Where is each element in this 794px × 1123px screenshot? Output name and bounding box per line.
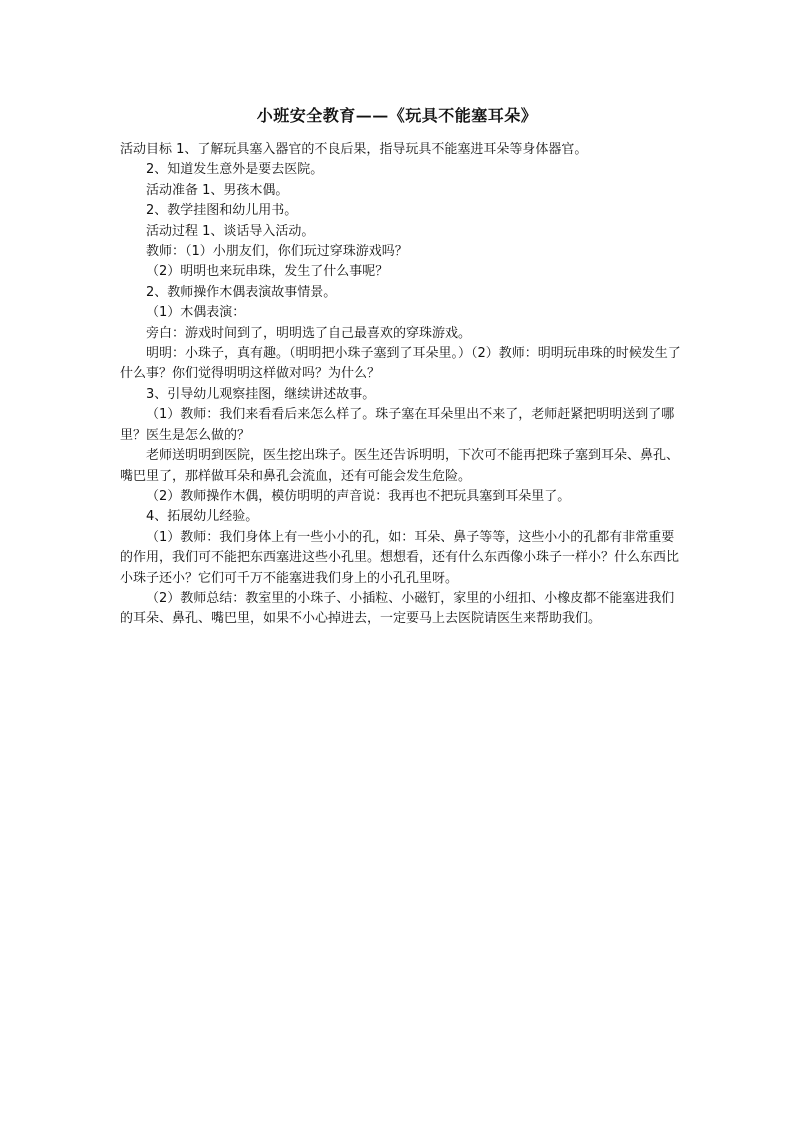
paragraph-narration: 旁白：游戏时间到了，明明选了自己最喜欢的穿珠游戏。 — [146, 325, 472, 341]
paragraph-summary: （2）教师总结：教室里的小珠子、小插粒、小磁钉，家里的小纽扣、小橡皮都不能塞进我们的耳朵、鼻孔、嘴巴里，如果不小心掉进去，一定要马上去医院请医生来帮助我们。 — [120, 590, 675, 627]
paragraph-process-1: 活动过程 1、谈话导入活动。 — [146, 223, 315, 239]
paragraph-puppet-show: （1）木偶表演： — [146, 305, 246, 321]
paragraph-mingming: 明明：小珠子，真有趣。（明明把小珠子塞到了耳朵里。）（2）教师：明明玩串珠的时候发生了什么事？你们觉得明明这样做对吗？为什么？ — [120, 346, 681, 382]
paragraph-process-3: 3、引导幼儿观察挂图，继续讲述故事。 — [146, 386, 376, 402]
paragraph-teacher-3-1: （1）教师：我们来看看后来怎么样了。珠子塞在耳朵里出不来了，老师赶紧把明明送到了哪里？医生是怎么做的？ — [120, 407, 675, 443]
paragraph-hospital: 老师送明明到医院，医生挖出珠子。医生还告诉明明，下次可不能再把珠子塞到耳朵、鼻孔、嘴巴里了，那样做耳朵和鼻孔会流血，还有可能会发生危险。 — [120, 448, 680, 484]
paragraph-teacher-question: 教师：（1）小朋友们，你们玩过穿珠游戏吗？ — [146, 244, 408, 260]
document-body — [120, 140, 684, 630]
paragraph-objective-1: 活动目标 1、了解玩具塞入器官的不良后果，指导玩具不能塞进耳朵等身体器官。 — [120, 142, 588, 157]
paragraph-question-2: （2）明明也来玩串珠，发生了什么事呢？ — [146, 264, 389, 280]
paragraph-process-2: 2、教师操作木偶表演故事情景。 — [146, 284, 337, 300]
paragraph-preparation-1: 活动准备 1、男孩木偶。 — [146, 182, 289, 198]
paragraph-process-4: 4、拓展幼儿经验。 — [146, 509, 259, 525]
paragraph-teacher-3-2: （2）教师操作木偶，模仿明明的声音说：我再也不把玩具塞到耳朵里了。 — [146, 488, 571, 504]
paragraph-objective-2: 2、知道发生意外是要去医院。 — [146, 162, 324, 178]
paragraph-teacher-4-1: （1）教师：我们身体上有一些小小的孔，如：耳朵、鼻子等等，这些小小的孔都有非常重要的作用，我们可不能把东西塞进这些小孔里。想想看，还有什么东西像小珠子一样小？什么东西比小珠子还小？它们可千万不能塞进我们身上的小孔孔里呀。 — [120, 529, 680, 586]
document-title: 小班安全教育——《玩具不能塞耳朵》 — [256, 106, 538, 125]
paragraph-preparation-2: 2、教学挂图和幼儿用书。 — [146, 203, 298, 219]
